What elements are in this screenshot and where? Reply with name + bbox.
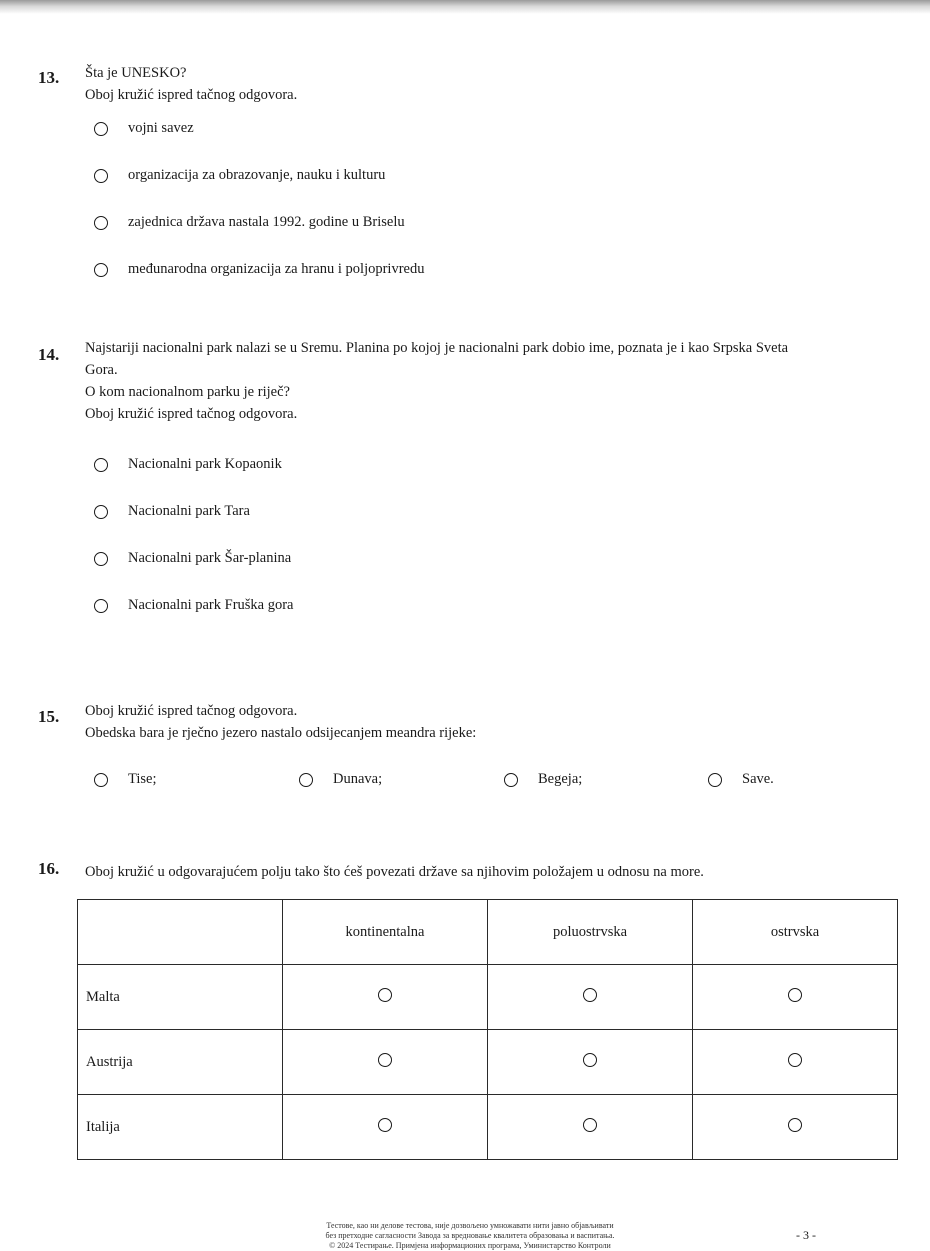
q13-text: [85, 62, 297, 106]
q14-option-2[interactable]: [94, 503, 250, 520]
table-row: [78, 1095, 898, 1160]
radio-circle-icon[interactable]: [788, 1053, 802, 1067]
radio-circle-icon[interactable]: [378, 1053, 392, 1067]
q13-option-2[interactable]: [94, 167, 385, 184]
radio-circle-icon[interactable]: [94, 458, 108, 472]
q14-option-label: Nacionalni park Fruška gora: [128, 597, 294, 613]
table-row: [78, 1030, 898, 1095]
q15-option-label: Save.: [742, 771, 774, 787]
q15-option-4[interactable]: [708, 771, 774, 788]
q15-option-label: Tise;: [128, 771, 157, 787]
row-label: Italija: [78, 1095, 283, 1160]
q13-number: 13.: [38, 68, 60, 87]
table-cell: [488, 1095, 693, 1160]
table-cell: [488, 1030, 693, 1095]
q13-option-1[interactable]: [94, 120, 194, 137]
q14-option-label: Nacionalni park Kopaonik: [128, 456, 282, 472]
q14-instruction: Oboj kružić ispred tačnog odgovora.: [85, 406, 298, 422]
row-label: Malta: [78, 965, 283, 1030]
footer-line-3: © 2024 Тестирање. Примјена информационих програма, Уминистарство Контроли: [329, 1241, 611, 1250]
table-cell: [693, 965, 898, 1030]
q16-number: 16.: [38, 859, 60, 878]
q14-option-3[interactable]: [94, 550, 291, 567]
table-cell: [488, 965, 693, 1030]
q15-option-2[interactable]: [299, 771, 382, 788]
column-header: kontinentalna: [283, 900, 488, 965]
radio-circle-icon[interactable]: [708, 773, 722, 787]
q13-option-4[interactable]: [94, 261, 424, 278]
radio-circle-icon[interactable]: [94, 552, 108, 566]
radio-circle-icon[interactable]: [94, 505, 108, 519]
page-number: - 3 -: [796, 1228, 816, 1242]
q14-option-label: Nacionalni park Tara: [128, 503, 250, 519]
row-label: Austrija: [78, 1030, 283, 1095]
radio-circle-icon[interactable]: [94, 263, 108, 277]
q14-question: O kom nacionalnom parku je riječ?: [85, 384, 290, 400]
q14-option-4[interactable]: [94, 597, 294, 614]
q15-option-1[interactable]: [94, 771, 156, 788]
radio-circle-icon[interactable]: [378, 988, 392, 1002]
copyright-footer: [240, 1221, 700, 1251]
table-corner-cell: [78, 900, 283, 965]
q13-option-label: zajednica država nastala 1992. godine u Briselu: [128, 214, 405, 230]
q15-instruction: Oboj kružić ispred tačnog odgovora.: [85, 703, 298, 719]
column-header: poluostrvska: [488, 900, 693, 965]
radio-circle-icon[interactable]: [378, 1118, 392, 1132]
radio-circle-icon[interactable]: [583, 1053, 597, 1067]
q13-question: Šta je UNESKO?: [85, 65, 187, 81]
q15-number: 15.: [38, 707, 60, 726]
radio-circle-icon[interactable]: [94, 169, 108, 183]
table-row: [78, 965, 898, 1030]
q14-number: 14.: [38, 345, 60, 364]
q15-option-label: Dunava;: [333, 771, 383, 787]
radio-circle-icon[interactable]: [504, 773, 518, 787]
table-header-row: [78, 900, 898, 965]
table-cell: [693, 1095, 898, 1160]
viewer-top-shadow: [0, 0, 930, 14]
radio-circle-icon[interactable]: [788, 1118, 802, 1132]
radio-circle-icon[interactable]: [94, 122, 108, 136]
radio-circle-icon[interactable]: [94, 216, 108, 230]
q14-text: [85, 337, 895, 425]
radio-circle-icon[interactable]: [583, 988, 597, 1002]
radio-circle-icon[interactable]: [299, 773, 313, 787]
q13-option-3[interactable]: [94, 214, 405, 231]
q15-option-3[interactable]: [504, 771, 582, 788]
q16-instruction: Oboj kružić u odgovarajućem polju tako što ćeš povezati države sa njihovim položajem u odnosu na more.: [85, 864, 704, 880]
q16-matching-table: [77, 899, 898, 1160]
q13-option-label: međunarodna organizacija za hranu i poljoprivredu: [128, 261, 425, 277]
q13-option-label: organizacija za obrazovanje, nauku i kulturu: [128, 167, 386, 183]
radio-circle-icon[interactable]: [788, 988, 802, 1002]
q15-question: Obedska bara je rječno jezero nastalo odsijecanjem meandra rijeke:: [85, 725, 477, 741]
table-cell: [283, 1030, 488, 1095]
q13-instruction: Oboj kružić ispred tačnog odgovora.: [85, 87, 298, 103]
q15-option-label: Begeja;: [538, 771, 583, 787]
radio-circle-icon[interactable]: [583, 1118, 597, 1132]
q15-text: [85, 700, 476, 744]
footer-line-2: без претходне сагласности Завода за вредновање квалитета образовања и васпитања.: [325, 1231, 615, 1240]
footer-line-1: Тестове, као ни делове тестова, није дозвољено умножавати нити јавно објављивати: [326, 1221, 614, 1230]
q14-option-label: Nacionalni park Šar-planina: [128, 550, 292, 566]
q13-option-label: vojni savez: [128, 120, 194, 136]
q14-option-1[interactable]: [94, 456, 282, 473]
radio-circle-icon[interactable]: [94, 599, 108, 613]
radio-circle-icon[interactable]: [94, 773, 108, 787]
table-cell: [693, 1030, 898, 1095]
column-header: ostrvska: [693, 900, 898, 965]
table-cell: [283, 965, 488, 1030]
q14-line-2: Gora.: [85, 362, 118, 378]
table-cell: [283, 1095, 488, 1160]
q14-line-1: Najstariji nacionalni park nalazi se u Sremu. Planina po kojoj je nacionalni park dobio ime, poznata je i kao Srpska Sveta: [85, 340, 789, 356]
